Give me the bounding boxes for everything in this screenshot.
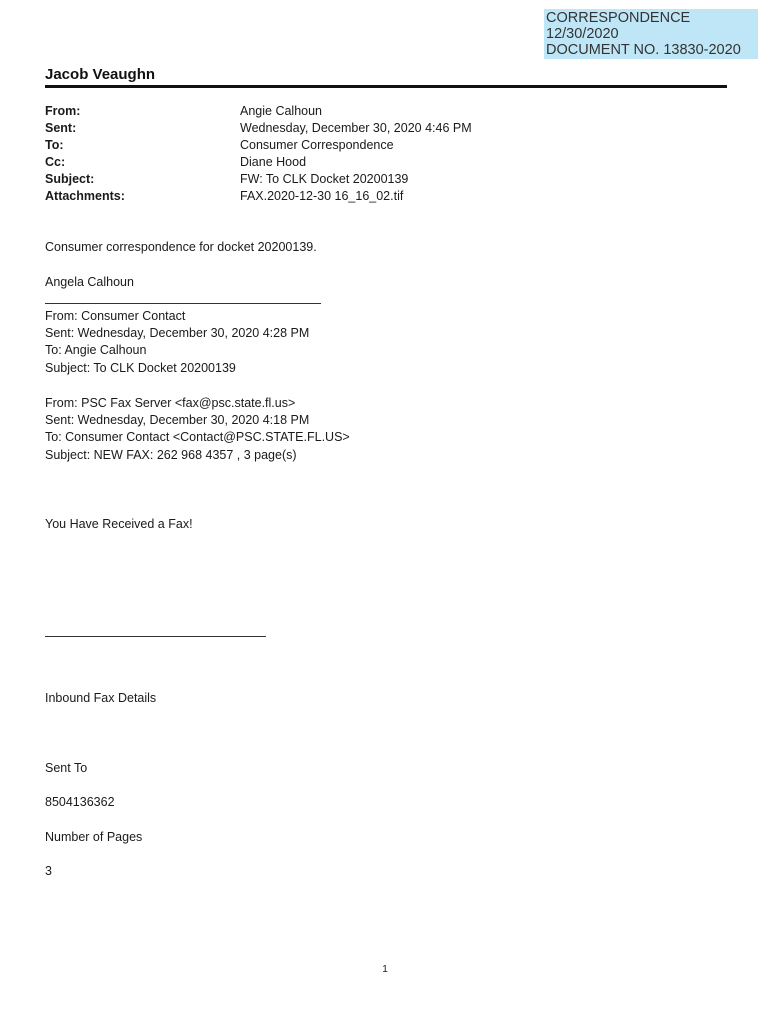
fwd2-from: From: PSC Fax Server <fax@psc.state.fl.us>	[45, 396, 296, 410]
fax-divider	[45, 636, 266, 637]
from-label: From:	[45, 104, 81, 118]
cc-value: Diane Hood	[240, 155, 307, 169]
fwd2-sent: Sent: Wednesday, December 30, 2020 4:18 PM	[45, 413, 310, 427]
signature-divider	[45, 303, 321, 304]
fwd1-to: To: Angie Calhoun	[45, 343, 147, 357]
attachment-filename: FAX.2020-12-30 16_16_02.tif	[240, 189, 404, 203]
page-number: 1	[382, 964, 388, 975]
fwd2-subject: Subject: NEW FAX: 262 968 4357 , 3 page(s)	[45, 448, 297, 462]
sent-value: Wednesday, December 30, 2020 4:46 PM	[240, 121, 472, 135]
to-value: Consumer Correspondence	[240, 138, 394, 152]
cc-label: Cc:	[45, 155, 66, 169]
fax-notice: You Have Received a Fax!	[45, 517, 193, 531]
stamp-document-number: DOCUMENT NO. 13830-2020	[546, 42, 741, 58]
pages-label: Number of Pages	[45, 830, 143, 844]
correspondence-stamp	[544, 9, 758, 59]
to-label: To:	[45, 138, 64, 152]
header-divider	[45, 85, 727, 88]
sent-label: Sent:	[45, 121, 77, 135]
fwd1-sent: Sent: Wednesday, December 30, 2020 4:28 PM	[45, 326, 310, 340]
subject-label: Subject:	[45, 172, 95, 186]
fwd2-to: To: Consumer Contact <Contact@PSC.STATE.FL.US>	[45, 430, 350, 444]
signature-name: Angela Calhoun	[45, 275, 134, 289]
sent-to-label: Sent To	[45, 761, 88, 775]
stamp-title: CORRESPONDENCE	[546, 10, 691, 26]
fwd1-from: From: Consumer Contact	[45, 309, 186, 323]
details-title: Inbound Fax Details	[45, 691, 157, 705]
intro-text: Consumer correspondence for docket 20200139.	[45, 240, 317, 254]
pages-value: 3	[45, 864, 52, 878]
from-value: Angie Calhoun	[240, 104, 323, 118]
sent-to-value: 8504136362	[45, 795, 115, 809]
mailbox-owner-name: Jacob Veaughn	[45, 66, 156, 83]
fwd1-subject: Subject: To CLK Docket 20200139	[45, 361, 236, 375]
stamp-date: 12/30/2020	[546, 26, 619, 42]
attachments-label: Attachments:	[45, 189, 125, 203]
subject-value: FW: To CLK Docket 20200139	[240, 172, 409, 186]
